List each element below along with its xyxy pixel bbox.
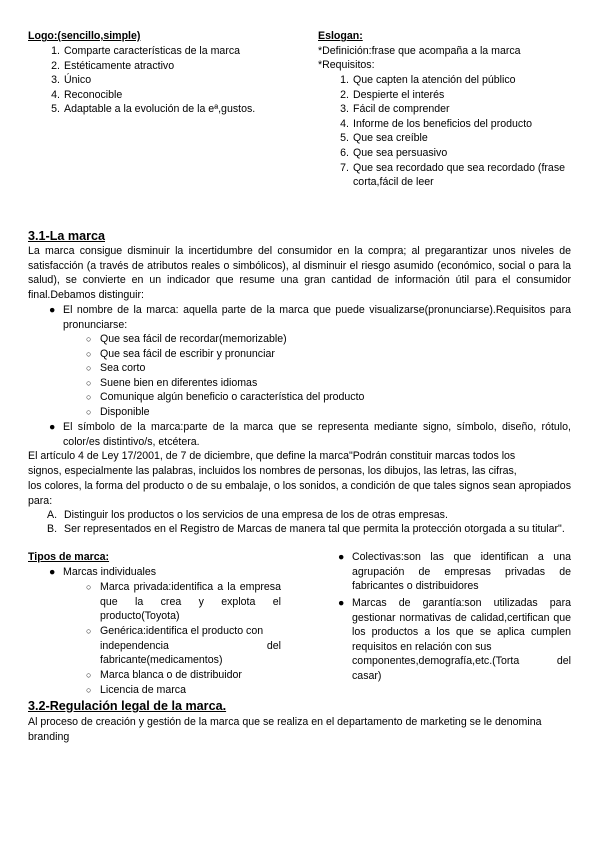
circle-bullet: ○: [86, 392, 92, 403]
requisito-item: [86, 332, 560, 347]
eslogan-item: [340, 146, 571, 161]
list-item-text: Comparte características de la marca: [64, 45, 241, 57]
bullet-simbolo-text: El símbolo de la marca:parte de la marca que se representa mediante signo, símbolo, diseño, rótulo, color/es distintivo/s, etcétera.: [63, 421, 571, 448]
letter-label: A.: [47, 509, 58, 521]
garantia-word-a: componentes,demografía,etc.(Torta: [352, 655, 520, 668]
circle-bullet: ○: [86, 334, 92, 344]
eslogan-definition: *Definición:frase que acompaña a la marca: [318, 45, 521, 57]
logo-item: [51, 44, 304, 59]
section-heading-regulacion: 3.2-Regulación legal de la marca.: [28, 699, 227, 713]
articulo-line-1: El artículo 4 de Ley 17/2001, de 7 de diciembre, que define la marca"Podrán constituir marcas todos los: [28, 450, 516, 462]
garantia-line-6: casar): [352, 669, 382, 682]
individuales-text: Marcas individuales: [63, 566, 157, 578]
logo-item: [51, 102, 304, 117]
eslogan-item: [340, 117, 571, 132]
subitem-blanca: [86, 668, 242, 683]
generica-line-1: Genérica:identifica el producto con: [100, 625, 264, 637]
bullet-dot: ●: [338, 551, 345, 563]
eslogan-item: [340, 88, 571, 103]
list-number: 7.: [340, 161, 349, 174]
requisito-item: [86, 390, 560, 405]
list-item-text: Único: [64, 74, 92, 87]
eslogan-item: [340, 102, 571, 117]
requisito-text: Suene bien en diferentes idiomas: [100, 376, 258, 389]
bullet-dot: ●: [49, 566, 56, 578]
garantia-text: Marcas de garantía:son utilizadas para gestionar normativas de calidad,certifican que los productos a los que se aplica cumplen requisitos en relación con sus: [352, 597, 571, 653]
letter-label: B.: [47, 523, 58, 535]
garantia-word-b: del: [556, 655, 571, 668]
circle-bullet: ○: [86, 626, 92, 636]
logo-item: [51, 88, 304, 103]
requisito-item: [86, 347, 560, 362]
articulo-line-2: signos, especialmente las palabras, incluidos los nombres de personas, los dibujos, las letras, las cifras,: [28, 465, 517, 477]
eslogan-item: [340, 131, 571, 146]
list-item-text: Informe de los beneficios del producto: [353, 117, 533, 130]
logo-heading: Logo:(sencillo,simple): [28, 30, 141, 42]
generica-line-2: [100, 639, 281, 654]
list-item-text: Despierte el interés: [353, 88, 445, 101]
list-item-text: Que sea persuasivo: [353, 146, 448, 159]
lettered-item-a: [47, 508, 571, 523]
circle-bullet: ○: [86, 685, 92, 695]
bullet-nombre-marca: [49, 303, 571, 332]
list-item-text: Estéticamente atractivo: [64, 59, 175, 72]
list-number: 4.: [340, 117, 349, 130]
lettered-text: Distinguir los productos o los servicios de una empresa de los de otras empresas.: [64, 509, 448, 521]
requisito-item: [86, 361, 560, 376]
lettered-item-b: [47, 522, 571, 537]
list-item-text: Reconocible: [64, 88, 123, 101]
tipos-heading: Tipos de marca:: [28, 551, 110, 563]
circle-bullet: ○: [86, 377, 92, 388]
bullet-individuales: [49, 565, 157, 580]
list-number: 3.: [51, 74, 60, 87]
colectivas-text: Colectivas:son las que identifican a una agrupación de empresas privadas de fabricantes o distribuidores: [352, 551, 571, 593]
requisito-text: Que sea fácil de escribir y pronunciar: [100, 347, 275, 360]
list-number: 6.: [340, 146, 349, 159]
privada-text: Marca privada:identifica a la empresa que la crea y explota el producto(Toyota): [100, 581, 281, 623]
list-number: 2.: [340, 88, 349, 101]
list-item-text: Adaptable a la evolución de la eª,gustos.: [64, 103, 256, 116]
circle-bullet: ○: [86, 582, 92, 592]
generica-word-a: independencia: [100, 639, 169, 652]
licencia-text: Licencia de marca: [100, 684, 186, 696]
list-number: 2.: [51, 59, 60, 72]
requisito-text: Que sea fácil de recordar(memorizable): [100, 333, 287, 345]
eslogan-list: [340, 73, 571, 190]
eslogan-item: [340, 161, 571, 190]
bullet-simbolo-marca: [49, 420, 571, 449]
bullet-dot: ●: [49, 421, 56, 433]
articulo-line-3: los colores, la forma del producto o de su embalaje, o los sonidos, a condición de que tales signos sean apropiados para:: [28, 480, 571, 507]
bullet-colectivas: [338, 550, 571, 594]
logo-list: [51, 44, 304, 117]
bullet-nombre-text: El nombre de la marca: aquella parte de la marca que puede visualizarse(pronunciarse).Requisitos para pronunciarse:: [63, 304, 571, 331]
bullet-dot: ●: [49, 304, 56, 316]
garantia-line-5: [352, 654, 571, 669]
eslogan-heading: Eslogan:: [318, 30, 363, 42]
list-number: 4.: [51, 88, 60, 101]
requisito-text: Disponible: [100, 405, 150, 418]
circle-bullet: ○: [86, 363, 92, 374]
lettered-text: Ser representados en el Registro de Marcas de manera tal que permita la protección otorgada a su titular".: [64, 523, 565, 535]
list-number: 3.: [340, 103, 349, 116]
bullet-garantia: [338, 596, 571, 684]
logo-item: [51, 59, 304, 74]
list-item-text: Fácil de comprender: [353, 103, 450, 116]
circle-bullet: ○: [86, 348, 92, 359]
list-number: 5.: [340, 132, 349, 145]
subitem-licencia: [86, 683, 186, 698]
subitem-privada: [86, 580, 281, 624]
eslogan-item: [340, 73, 571, 88]
bullet-dot: ●: [338, 597, 345, 609]
list-item-text: Que sea recordado que sea recordado (frase corta,fácil de leer: [353, 161, 566, 189]
requisito-text: Comunique algún beneficio o característica del producto: [100, 391, 365, 404]
logo-item: [51, 73, 304, 88]
marca-intro-paragraph: La marca consigue disminuir la incertidumbre del consumidor en la compra; al pregarantizar unos niveles de satisfacción (a través de atributos reales o simbólicos), al disminuir el riesgo asumido (económico, social o para la salud), se convierte en un indicador que resume una gran cantidad de información útil para el consumidor final.Debamos distinguir:: [28, 245, 571, 301]
circle-bullet: ○: [86, 670, 92, 680]
requisitos-pronunciar-list: [86, 332, 560, 420]
list-number: 1.: [340, 74, 349, 86]
generica-line-3: fabricante(medicamentos): [100, 654, 223, 667]
regulacion-paragraph: Al proceso de creación y gestión de la marca que se realiza en el departamento de marketing se le denomina branding: [28, 716, 542, 743]
generica-word-b: del: [266, 639, 281, 652]
blanca-text: Marca blanca o de distribuidor: [100, 669, 242, 681]
circle-bullet: ○: [86, 406, 92, 417]
subitem-generica: [86, 624, 281, 668]
eslogan-requisitos-label: *Requisitos:: [318, 59, 375, 71]
section-heading-marca: 3.1-La marca: [28, 229, 106, 243]
requisito-item: [86, 376, 560, 391]
list-item-text: Que capten la atención del público: [353, 74, 516, 86]
requisito-text: Sea corto: [100, 362, 146, 375]
requisito-item: [86, 405, 560, 420]
list-item-text: Que sea creíble: [353, 132, 428, 145]
list-number: 1.: [51, 45, 60, 57]
list-number: 5.: [51, 103, 60, 116]
